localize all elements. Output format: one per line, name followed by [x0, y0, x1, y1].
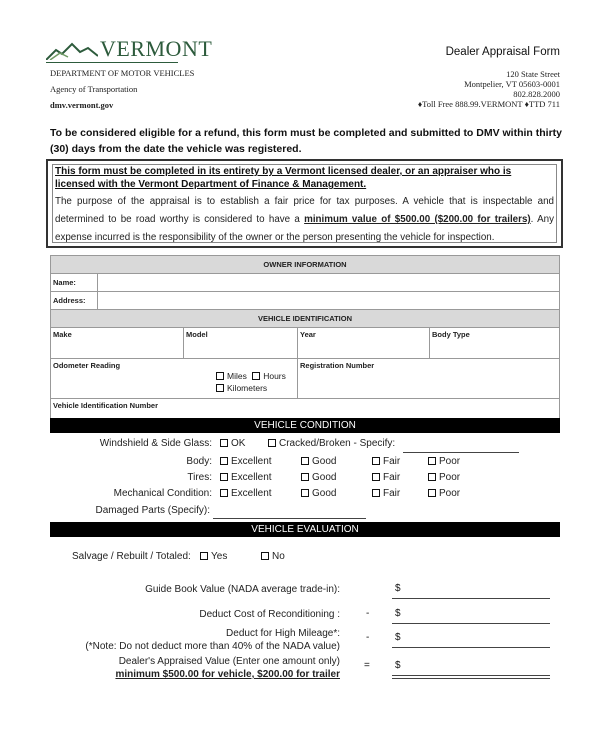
mechanical-label: Mechanical Condition: [113, 488, 212, 499]
form-title: Dealer Appraisal Form [445, 46, 560, 58]
make-model-row [51, 328, 559, 359]
rating-label: Good [312, 472, 337, 483]
address-field[interactable] [98, 292, 559, 309]
appraised-value-field[interactable] [392, 675, 550, 676]
salvage-no-option[interactable] [261, 549, 285, 565]
mechanical-excellent-checkbox[interactable] [220, 489, 228, 497]
body-good-option[interactable] [301, 454, 336, 470]
address-row [51, 292, 559, 310]
mechanical-good-option[interactable] [301, 486, 336, 502]
registration-label: Registration Number [300, 361, 375, 370]
salvage-label: Salvage / Rebuilt / Totaled: [72, 551, 191, 562]
address-line2: Montpelier, VT 05603-0001 [464, 79, 560, 89]
odometer-row [51, 359, 559, 399]
windshield-specify-field[interactable] [403, 452, 519, 453]
windshield-cracked-label: Cracked/Broken - Specify: [279, 438, 396, 449]
mechanical-fair-option[interactable] [372, 486, 400, 502]
body-excellent-option[interactable] [220, 454, 272, 470]
rating-label: Excellent [231, 472, 272, 483]
body-poor-checkbox[interactable] [428, 457, 436, 465]
salvage-yes-label: Yes [211, 551, 228, 562]
body-label: Body: [186, 456, 212, 467]
year-field[interactable] [298, 328, 430, 358]
vehicle-evaluation-heading: VEHICLE EVALUATION [50, 522, 560, 537]
tires-poor-checkbox[interactable] [428, 473, 436, 481]
mileage-note-text: (*Note: Do not deduct more than 40% of the NADA value) [85, 641, 340, 652]
mileage-value-field[interactable] [392, 647, 550, 648]
mileage-note [60, 640, 340, 653]
hours-checkbox[interactable] [252, 372, 260, 380]
reconditioning-minus: - [366, 608, 370, 619]
kilometers-checkbox[interactable] [216, 384, 224, 392]
odometer-units [216, 370, 286, 394]
rating-label: Good [312, 456, 337, 467]
body-excellent-checkbox[interactable] [220, 457, 228, 465]
windshield-label: Windshield & Side Glass: [99, 438, 212, 449]
appraised-dollar: $ [395, 660, 401, 671]
tires-good-checkbox[interactable] [301, 473, 309, 481]
mechanical-good-checkbox[interactable] [301, 489, 309, 497]
address-line1: 120 State Street [506, 69, 560, 79]
appraised-value-double-underline [392, 678, 550, 679]
minimum-value-text: minimum value of $500.00 ($200.00 for trailers) [304, 214, 531, 225]
notice-box [46, 159, 563, 248]
body-poor-option[interactable] [428, 454, 460, 470]
rating-label: Poor [439, 488, 461, 499]
salvage-yes-checkbox[interactable] [200, 552, 208, 560]
odometer-label: Odometer Reading [53, 361, 121, 370]
tires-excellent-option[interactable] [220, 470, 272, 486]
rating-label: Fair [383, 488, 401, 499]
mechanical-excellent-option[interactable] [220, 486, 272, 502]
mechanical-fair-checkbox[interactable] [372, 489, 380, 497]
notice-body [53, 191, 556, 247]
salvage-no-label: No [272, 551, 285, 562]
miles-label: Miles [227, 371, 247, 381]
rating-label: Excellent [231, 488, 272, 499]
rating-label: Fair [383, 472, 401, 483]
salvage-yes-option[interactable] [200, 549, 227, 565]
reconditioning-value-field[interactable] [392, 623, 550, 624]
vehicle-condition-heading: VEHICLE CONDITION [50, 418, 560, 433]
body-type-field[interactable] [430, 328, 559, 358]
mileage-dollar: $ [395, 632, 401, 643]
model-field[interactable] [184, 328, 298, 358]
department-name: DEPARTMENT OF MOTOR VEHICLES [50, 68, 195, 78]
vehicle-id-header-row [51, 310, 559, 328]
body-fair-option[interactable] [372, 454, 400, 470]
body-type-label: Body Type [432, 330, 470, 339]
guide-book-value-field[interactable] [392, 598, 550, 599]
mechanical-poor-option[interactable] [428, 486, 460, 502]
tires-fair-option[interactable] [372, 470, 400, 486]
appraised-equals: = [364, 660, 370, 671]
name-label: Name: [51, 274, 98, 291]
logo-underline [46, 62, 178, 63]
guide-book-label: Guide Book Value (NADA average trade-in): [145, 584, 340, 595]
windshield-ok-label: OK [231, 438, 246, 449]
registration-field[interactable] [298, 359, 559, 398]
windshield-ok-option[interactable] [220, 436, 245, 452]
name-row [51, 274, 559, 292]
mileage-minus: - [366, 632, 370, 643]
rating-label: Poor [439, 472, 461, 483]
body-good-checkbox[interactable] [301, 457, 309, 465]
rating-label: Fair [383, 456, 401, 467]
vehicle-id-heading: VEHICLE IDENTIFICATION [51, 310, 559, 327]
damaged-parts-label: Damaged Parts (Specify): [95, 505, 210, 516]
windshield-cracked-option[interactable] [268, 436, 395, 452]
year-label: Year [300, 330, 316, 339]
rating-label: Excellent [231, 456, 272, 467]
phone-number: 802.828.2000 [513, 89, 560, 99]
miles-checkbox[interactable] [216, 372, 224, 380]
notice-body-text-2: . Any expense incurred is the responsibility of the owner or the person presenting the vehicle for inspection. [55, 214, 554, 243]
tires-label: Tires: [187, 472, 212, 483]
reconditioning-label: Deduct Cost of Reconditioning : [199, 609, 340, 620]
address-label: Address: [51, 292, 98, 309]
windshield-cracked-checkbox[interactable] [268, 439, 276, 447]
salvage-no-checkbox[interactable] [261, 552, 269, 560]
tires-poor-option[interactable] [428, 470, 460, 486]
intro-text: To be considered eligible for a refund, this form must be completed and submitted to DMV within thirty (30) days from the date the vehicle was registered. [50, 127, 563, 155]
notice-heading: This form must be completed in its entirety by a Vermont licensed dealer, or an appraiser who is licensed with the Vermont Department of Finance & Management. [55, 166, 512, 190]
toll-free-number: ♦Toll Free 888.99.VERMONT ♦TTD 711 [417, 99, 560, 109]
owner-info-header-row [51, 256, 559, 274]
hours-label: Hours [263, 371, 286, 381]
reconditioning-dollar: $ [395, 608, 401, 619]
logo-text: VERMONT [100, 36, 213, 61]
mountains-icon [46, 40, 98, 60]
name-field[interactable] [98, 274, 559, 291]
high-mileage-label: Deduct for High Mileage*: [226, 628, 340, 639]
make-field[interactable] [51, 328, 184, 358]
tires-good-option[interactable] [301, 470, 336, 486]
owner-info-heading: OWNER INFORMATION [51, 256, 559, 273]
damaged-parts-field[interactable] [213, 518, 366, 519]
owner-vehicle-grid [50, 255, 560, 424]
vermont-logo [46, 38, 212, 60]
mechanical-poor-checkbox[interactable] [428, 489, 436, 497]
odometer-field[interactable] [51, 359, 298, 398]
website-link[interactable]: dmv.vermont.gov [50, 100, 114, 110]
tires-excellent-checkbox[interactable] [220, 473, 228, 481]
notice-body-text-1: The purpose of the appraisal is to establish a fair price for tax purposes. A vehicle that is inspectable and determined to be road worthy is considered to have a [55, 196, 554, 225]
appraised-minimum-note: minimum $500.00 for vehicle, $200.00 for trailer [115, 669, 340, 680]
rating-label: Good [312, 488, 337, 499]
tires-fair-checkbox[interactable] [372, 473, 380, 481]
agency-name: Agency of Transportation [50, 84, 138, 94]
windshield-ok-checkbox[interactable] [220, 439, 228, 447]
rating-label: Poor [439, 456, 461, 467]
appraised-value-label: Dealer's Appraised Value (Enter one amount only) [118, 656, 340, 667]
body-fair-checkbox[interactable] [372, 457, 380, 465]
kilometers-label: Kilometers [227, 383, 268, 393]
guide-book-dollar: $ [395, 583, 401, 594]
make-label: Make [53, 330, 72, 339]
vin-label: Vehicle Identification Number [53, 401, 159, 410]
model-label: Model [186, 330, 208, 339]
